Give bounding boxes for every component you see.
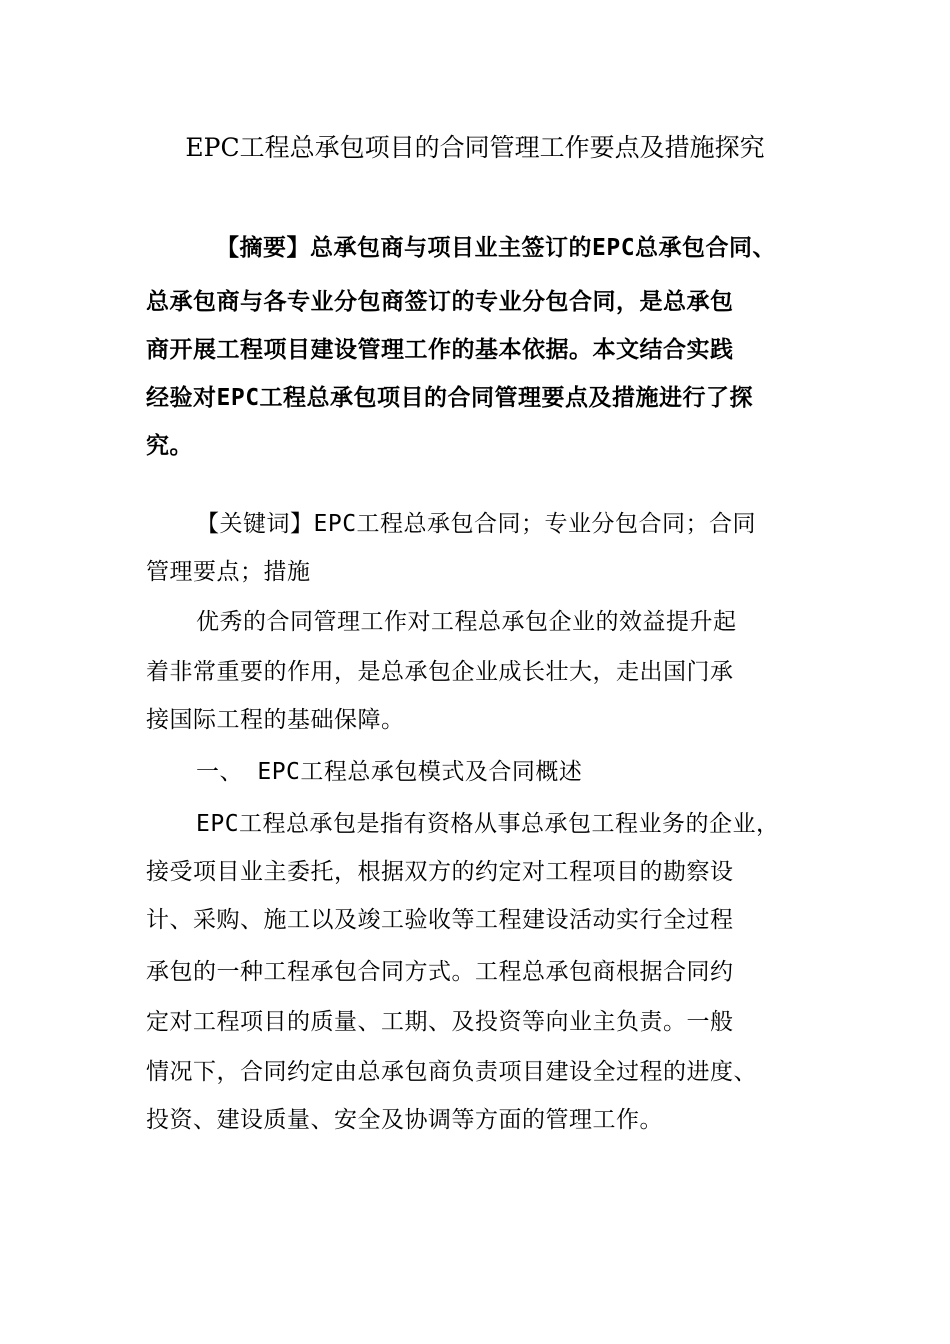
section-1-line-4: 承包的一种工程承包合同方式。工程总承包商根据合同约	[146, 959, 734, 985]
abstract-line-3: 商开展工程项目建设管理工作的基本依据。本文结合实践	[146, 337, 734, 363]
section-1-line-2: 接受项目业主委托，根据双方的约定对工程项目的勘察设	[146, 859, 734, 885]
abstract-line-4: 经验对EPC工程总承包项目的合同管理要点及措施进行了探	[146, 385, 754, 411]
section-1-line-6: 情况下，合同约定由总承包商负责项目建设全过程的进度、	[146, 1059, 757, 1085]
section-1-line-1: EPC工程总承包是指有资格从事总承包工程业务的企业，	[196, 811, 780, 837]
section-1-heading: 一、 EPC工程总承包模式及合同概述	[196, 759, 583, 785]
section-1-line-3: 计、采购、施工以及竣工验收等工程建设活动实行全过程	[146, 907, 734, 933]
abstract-line-5: 究。	[146, 433, 193, 459]
keywords-line-2: 管理要点；措施	[146, 559, 311, 585]
intro-line-2: 着非常重要的作用，是总承包企业成长壮大，走出国门承	[146, 659, 734, 685]
intro-line-1: 优秀的合同管理工作对工程总承包企业的效益提升起	[196, 609, 737, 635]
abstract-line-2: 总承包商与各专业分包商签订的专业分包合同，是总承包	[146, 289, 734, 315]
intro-line-3: 接国际工程的基础保障。	[146, 707, 405, 733]
document-title: EPC工程总承包项目的合同管理工作要点及措施探究	[185, 133, 765, 162]
section-1-line-5: 定对工程项目的质量、工期、及投资等向业主负责。一般	[146, 1009, 734, 1035]
section-1-line-7: 投资、建设质量、安全及协调等方面的管理工作。	[146, 1107, 663, 1133]
abstract-line-1: 【摘要】总承包商与项目业主签订的EPC总承包合同、	[216, 235, 777, 261]
keywords-line-1: 【关键词】EPC工程总承包合同；专业分包合同；合同	[196, 511, 757, 537]
